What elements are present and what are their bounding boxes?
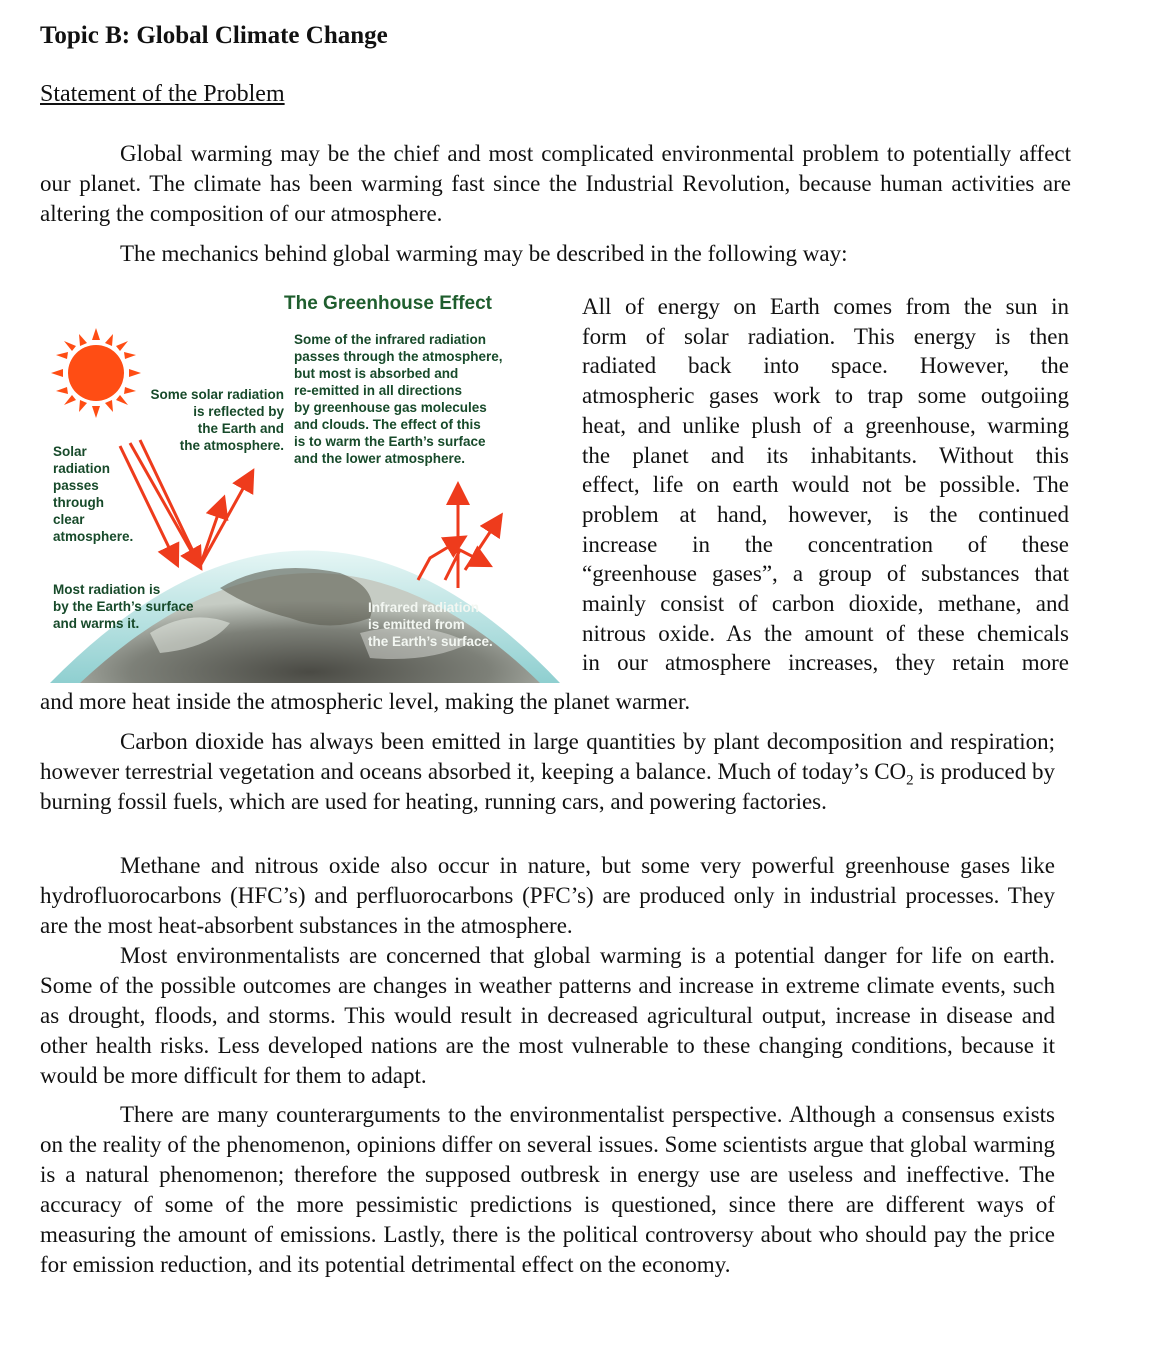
counterarguments-paragraph: There are many counterarguments to the environmentalist perspective. Although a consensus exists on the reality of the phenomenon, opinions differ on several issues. Some scientists argue that global warming is a natural phenomenon; therefore the supposed outbresk in energy use are useless and ineffective. The accuracy of some of the more pessimistic predictions is questioned, since there are different ways of measuring the amount of emissions. Lastly, there is the political controversy about who should pay the price for emission reduction, and its potential detrimental effect on the economy. — [40, 1102, 1055, 1277]
methane-paragraph: Methane and nitrous oxide also occur in nature, but some very powerful greenhouse gases like hydrofluorocarbons (HFC’s) and perfluorocarbons (PFC’s) are produced only in industrial processes. They are the most heat-absorbent substances in the atmosphere. — [40, 853, 1055, 938]
figure-title: The Greenhouse Effect — [284, 293, 492, 314]
environmentalist-paragraph: Most environmentalists are concerned that global warming is a potential danger for life on earth. Some of the possible outcomes are changes in weather patterns and increase in extreme climate events, such as drought, floods, and storms. This would result in decreased agricultural output, increase in disease and other health risks. Less developed nations are the most vulnerable to these changing conditions, because it would be more difficult for them to adapt. — [40, 943, 1055, 1088]
label-infrared-emitted: Infrared radiation is emitted from the Earth’s surface. — [368, 600, 493, 649]
label-infrared-absorbed: Some of the infrared radiation passes through the atmosphere, but most is absorbed and re-emitted in all directions by greenhouse gas molecules and clouds. The effect of this is to warm the Earth’s surface and the lower atmosphere. — [294, 332, 503, 466]
mechanics-paragraph: The mechanics behind global warming may be described in the following way: — [120, 241, 848, 266]
section-heading: Statement of the Problem — [40, 81, 285, 107]
intro-paragraph: Global warming may be the chief and most complicated environmental problem to potentially affect our planet. The climate has been warming fast since the Industrial Revolution, because human activities are altering the composition of our atmosphere. — [40, 141, 1071, 226]
page-title: Topic B: Global Climate Change — [40, 22, 388, 49]
continuation-line: and more heat inside the atmospheric level, making the planet warmer. — [40, 689, 691, 714]
greenhouse-effect-figure — [40, 288, 560, 683]
sun-icon — [51, 328, 141, 418]
label-radiation-absorbed: Most radiation is by the Earth’s surface and warms it. — [53, 582, 194, 631]
label-solar-reflected: Some solar radiation is reflected by the Earth and the atmosphere. — [150, 387, 284, 453]
figure-side-text: All of energy on Earth comes from the sun in form of solar radiation. This energy is then radiated back into space. However, the atmospheric gases work to trap some outgoiing heat, and unlike plush of a greenhouse, warming the planet and its inhabitants. Without this effect, life on earth would not be possible. The problem at hand, however, is the continued increase in the concentration of these “greenhouse gases”, a group of substances that mainly consist of carbon dioxide, methane, and nitrous oxide. As the amount of these chemicals in our atmosphere increases, they retain more — [582, 294, 1069, 676]
label-solar-passes: Solar radiation passes through clear atmosphere. — [53, 444, 134, 544]
carbon-paragraph: Carbon dioxide has always been emitted in large quantities by plant decomposition and respiration; however terrestrial vegetation and oceans absorbed it, keeping a balance. Much of today’s $CO_2$ is produced by burning fossil fuels, which are used for heating, running cars, and powering factories. — [40, 729, 1055, 814]
